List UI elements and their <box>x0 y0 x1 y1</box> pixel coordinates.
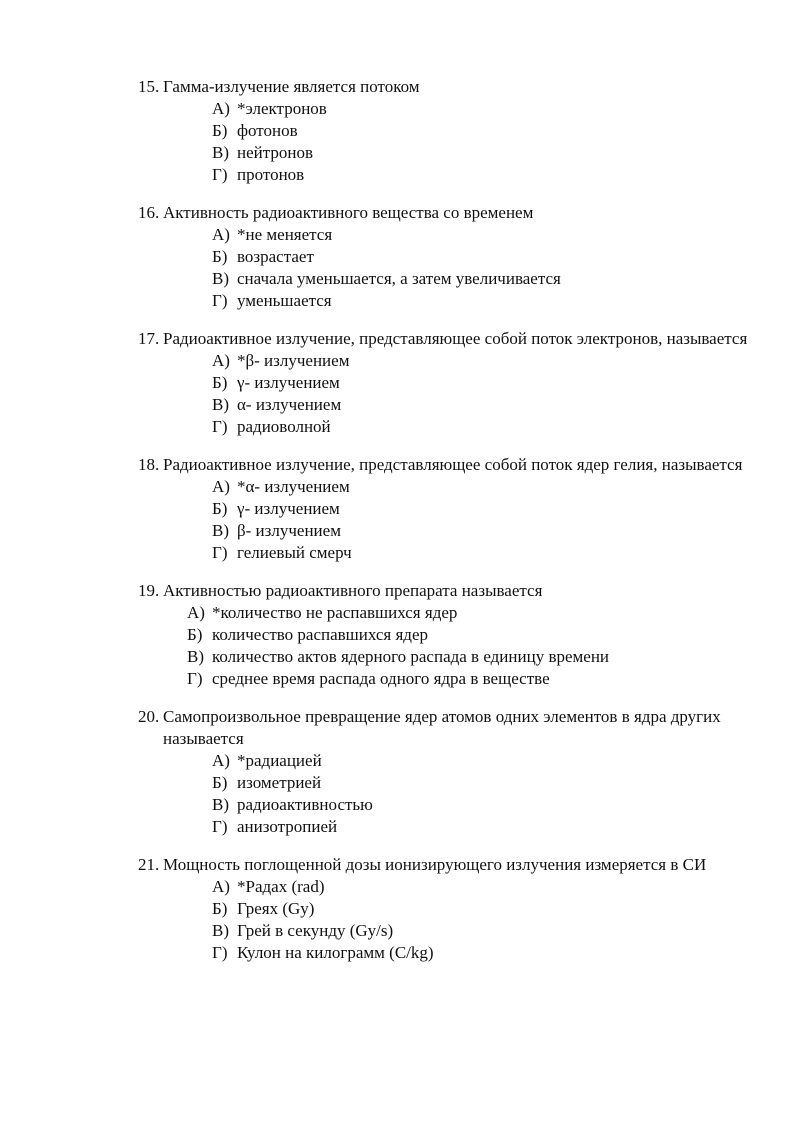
option-letter: Г) <box>212 417 228 436</box>
question-18 <box>138 454 758 564</box>
question-number: 17. <box>138 329 160 348</box>
answer-options <box>138 602 758 690</box>
option-text: *количество не распавшихся ядер <box>212 603 458 622</box>
question-15 <box>138 76 758 186</box>
answer-option <box>212 290 758 312</box>
option-letter: Г) <box>212 543 228 562</box>
question-heading <box>138 580 758 602</box>
option-letter: В) <box>212 921 229 940</box>
option-text: нейтронов <box>237 143 314 162</box>
option-letter: Б) <box>212 121 228 140</box>
answer-option <box>212 898 758 920</box>
option-letter: Б) <box>212 373 228 392</box>
option-text: γ- излучением <box>237 373 340 392</box>
option-letter: А) <box>212 99 230 118</box>
option-letter: А) <box>212 477 230 496</box>
option-letter: В) <box>212 521 229 540</box>
question-heading <box>138 854 758 876</box>
answer-options <box>138 476 758 564</box>
answer-option <box>187 624 758 646</box>
answer-options <box>138 750 758 838</box>
answer-option <box>212 416 758 438</box>
answer-option <box>212 350 758 372</box>
question-17 <box>138 328 758 438</box>
option-text: Грей в секунду (Gy/s) <box>237 921 394 940</box>
question-text: Активностью радиоактивного препарата называется <box>163 581 543 600</box>
answer-option <box>187 602 758 624</box>
option-letter: А) <box>212 225 230 244</box>
answer-option <box>212 920 758 942</box>
option-letter: В) <box>212 269 229 288</box>
option-text: α- излучением <box>237 395 342 414</box>
question-16 <box>138 202 758 312</box>
answer-option <box>212 750 758 772</box>
answer-options <box>138 876 758 964</box>
option-text: радиоактивностью <box>237 795 373 814</box>
option-text: *не меняется <box>237 225 333 244</box>
question-number: 20. <box>138 707 160 726</box>
question-number: 19. <box>138 581 160 600</box>
option-text: *α- излучением <box>237 477 350 496</box>
answer-option <box>187 646 758 668</box>
question-heading <box>138 202 758 224</box>
question-heading <box>138 454 758 476</box>
option-text: количество распавшихся ядер <box>212 625 428 644</box>
answer-option <box>212 98 758 120</box>
answer-options <box>138 98 758 186</box>
answer-option <box>212 164 758 186</box>
question-list <box>138 76 758 980</box>
answer-option <box>187 668 758 690</box>
answer-option <box>212 372 758 394</box>
answer-option <box>212 772 758 794</box>
option-letter: В) <box>212 395 229 414</box>
option-text: Кулон на килограмм (C/kg) <box>237 943 434 962</box>
option-text: изометрией <box>237 773 322 792</box>
answer-option <box>212 876 758 898</box>
option-letter: Г) <box>212 943 228 962</box>
option-letter: Г) <box>187 669 203 688</box>
option-text: *Радах (rad) <box>237 877 325 896</box>
answer-option <box>212 542 758 564</box>
answer-option <box>212 120 758 142</box>
option-letter: А) <box>212 351 230 370</box>
option-text: среднее время распада одного ядра в веществе <box>212 669 550 688</box>
question-heading <box>138 706 758 750</box>
answer-options <box>138 224 758 312</box>
option-letter: А) <box>212 877 230 896</box>
answer-option <box>212 498 758 520</box>
option-text: количество актов ядерного распада в единицу времени <box>212 647 610 666</box>
option-letter: А) <box>212 751 230 770</box>
option-letter: Б) <box>212 247 228 266</box>
question-text: Самопроизвольное превращение ядер атомов одних элементов в ядра других называется <box>163 707 721 748</box>
option-letter: В) <box>212 143 229 162</box>
question-text: Радиоактивное излучение, представляющее собой поток ядер гелия, называется <box>163 455 743 474</box>
option-text: протонов <box>237 165 305 184</box>
option-text: анизотропией <box>237 817 338 836</box>
answer-option <box>212 268 758 290</box>
option-text: γ- излучением <box>237 499 340 518</box>
option-letter: Г) <box>212 165 228 184</box>
option-letter: Г) <box>212 817 228 836</box>
answer-option <box>212 816 758 838</box>
question-text: Радиоактивное излучение, представляющее собой поток электронов, называется <box>163 329 748 348</box>
option-letter: Г) <box>212 291 228 310</box>
question-number: 15. <box>138 77 160 96</box>
answer-option <box>212 224 758 246</box>
question-text: Мощность поглощенной дозы ионизирующего излучения измеряется в СИ <box>163 855 707 874</box>
question-heading <box>138 76 758 98</box>
answer-option <box>212 476 758 498</box>
option-text: Греях (Gy) <box>237 899 315 918</box>
question-number: 16. <box>138 203 160 222</box>
option-text: *радиацией <box>237 751 322 770</box>
option-letter: Б) <box>187 625 203 644</box>
answer-option <box>212 142 758 164</box>
option-text: уменьшается <box>237 291 332 310</box>
option-text: *β- излучением <box>237 351 350 370</box>
answer-option <box>212 246 758 268</box>
question-text: Активность радиоактивного вещества со временем <box>163 203 534 222</box>
answer-option <box>212 394 758 416</box>
question-21 <box>138 854 758 964</box>
option-text: фотонов <box>237 121 298 140</box>
option-letter: В) <box>212 795 229 814</box>
option-text: *электронов <box>237 99 327 118</box>
option-text: сначала уменьшается, а затем увеличивается <box>237 269 561 288</box>
option-text: β- излучением <box>237 521 341 540</box>
option-text: радиоволной <box>237 417 331 436</box>
question-19 <box>138 580 758 690</box>
question-text: Гамма-излучение является потоком <box>163 77 420 96</box>
answer-options <box>138 350 758 438</box>
question-number: 18. <box>138 455 160 474</box>
question-heading <box>138 328 758 350</box>
question-20 <box>138 706 758 838</box>
option-letter: В) <box>187 647 204 666</box>
answer-option <box>212 942 758 964</box>
option-text: возрастает <box>237 247 314 266</box>
option-letter: А) <box>187 603 205 622</box>
option-text: гелиевый смерч <box>237 543 352 562</box>
question-number: 21. <box>138 855 160 874</box>
option-letter: Б) <box>212 773 228 792</box>
option-letter: Б) <box>212 499 228 518</box>
answer-option <box>212 794 758 816</box>
answer-option <box>212 520 758 542</box>
option-letter: Б) <box>212 899 228 918</box>
